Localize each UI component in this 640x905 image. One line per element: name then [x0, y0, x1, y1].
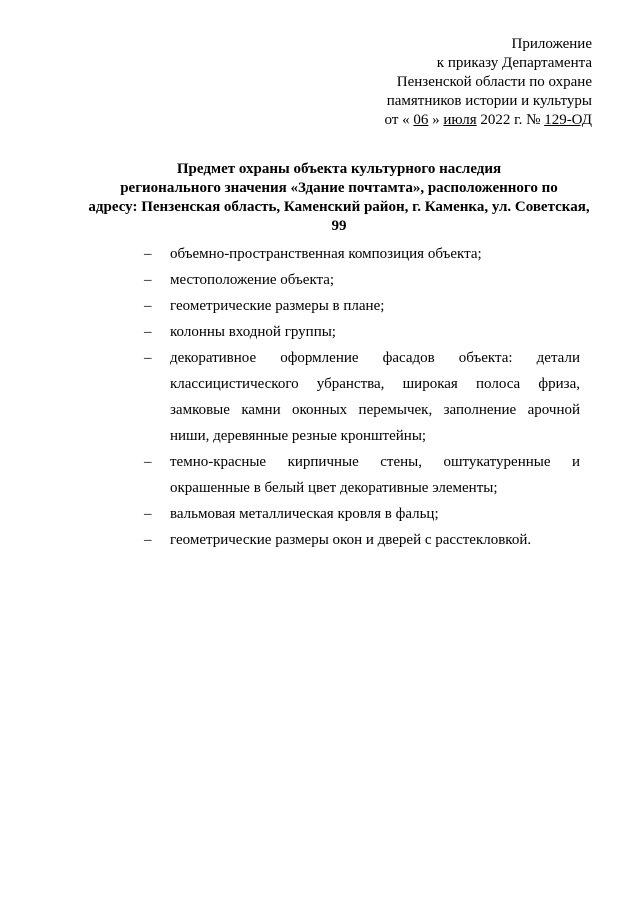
appendix-line: Пензенской области по охране — [396, 74, 592, 90]
appendix-date-line — [332, 111, 592, 130]
title-line: адресу: Пензенская область, Каменский район, г. Каменка, ул. Советская, — [88, 199, 590, 215]
list-item — [144, 319, 580, 345]
dash-bullet: – — [144, 350, 152, 366]
list-item-text: местоположение объекта; — [170, 272, 335, 288]
date-day: 06 — [413, 112, 429, 128]
list-item — [144, 267, 580, 293]
title-line: 99 — [331, 218, 347, 234]
title-line: Предмет охраны объекта культурного наследия — [176, 161, 502, 177]
list-item-text: геометрические размеры в плане; — [170, 298, 385, 314]
appendix-line: к приказу Департамента — [436, 55, 592, 71]
appendix-line: Приложение — [511, 36, 592, 52]
order-number: 129-ОД — [544, 112, 592, 128]
protection-items-list — [144, 241, 580, 553]
dash-bullet: – — [144, 454, 152, 470]
list-item-text: объемно-пространственная композиция объекта; — [170, 246, 482, 262]
list-item — [144, 241, 580, 267]
list-item-text: геометрические размеры окон и дверей с расстекловкой. — [170, 532, 532, 548]
dash-bullet: – — [144, 506, 152, 522]
list-item — [144, 293, 580, 319]
list-item-text: декоративное оформление фасадов объекта: детали классицистического убранства, широкая полоса фриза, замковые камни оконных перемычек, заполнение арочной ниши, деревянные резные кронштейны; — [170, 350, 580, 444]
date-year: 2022 г. № — [476, 112, 545, 128]
list-item-text: вальмовая металлическая кровля в фальц; — [170, 506, 439, 522]
dash-bullet: – — [144, 324, 152, 340]
list-item — [144, 501, 580, 527]
dash-bullet: – — [144, 246, 152, 262]
title-line: регионального значения «Здание почтамта», расположенного по — [120, 180, 558, 196]
dash-bullet: – — [144, 532, 152, 548]
dash-bullet: – — [144, 298, 152, 314]
document-title — [84, 160, 594, 236]
list-item-text: колонны входной группы; — [170, 324, 336, 340]
list-item — [144, 345, 580, 449]
date-mid: » — [428, 112, 444, 128]
list-item-text: темно-красные кирпичные стены, оштукатуренные и окрашенные в белый цвет декоративные элементы; — [170, 454, 580, 496]
list-item — [144, 449, 580, 501]
list-item — [144, 527, 580, 553]
appendix-header — [332, 35, 592, 130]
dash-bullet: – — [144, 272, 152, 288]
date-month: июля — [443, 112, 477, 128]
appendix-line: памятников истории и культуры — [386, 93, 592, 109]
date-prefix: от « — [384, 112, 414, 128]
